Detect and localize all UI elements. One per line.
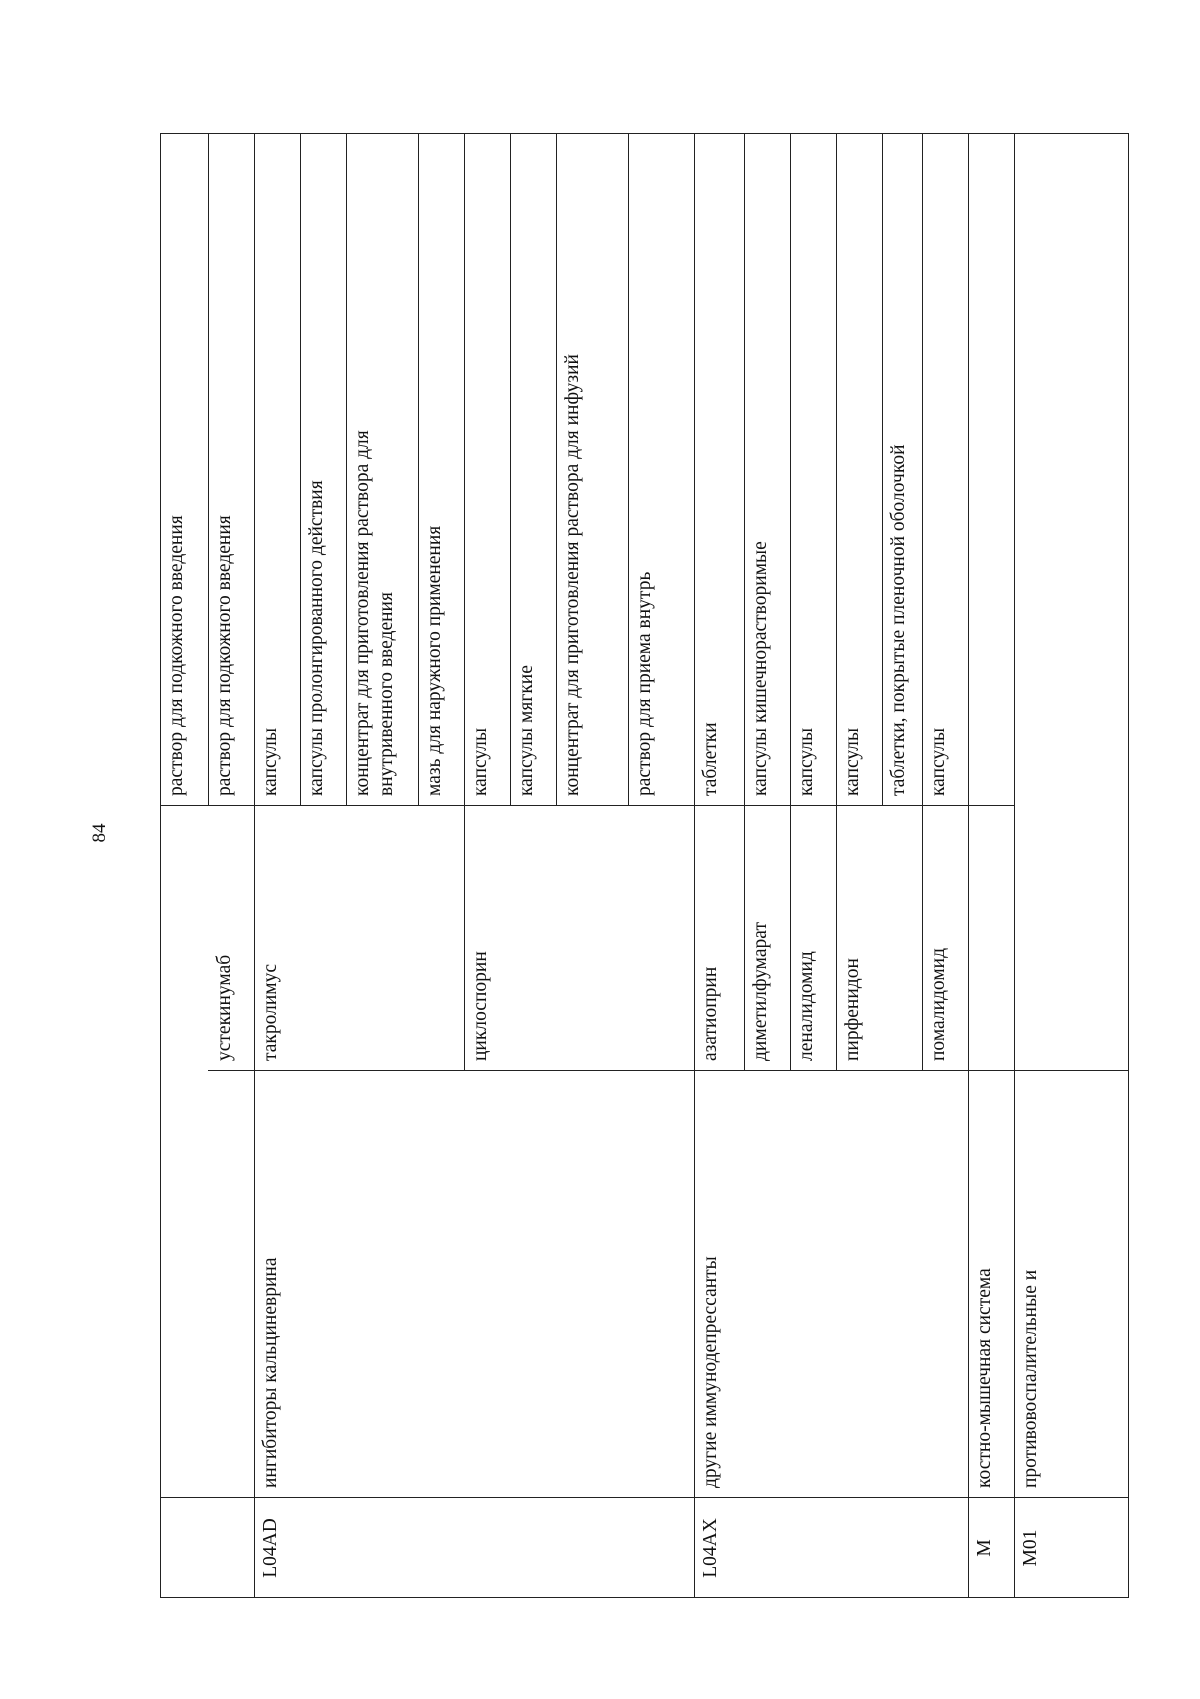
drug-cell-15: помалидомид (928, 947, 949, 1061)
table-bottom-border (1128, 133, 1129, 1598)
form-cell-17 (1014, 133, 1129, 806)
form-cell-2: капсулы (260, 727, 281, 796)
form-cell-7: капсулы мягкие (516, 665, 537, 796)
group-cell-16: костно-мышечная система (974, 1268, 995, 1488)
form-cell-10: таблетки (700, 722, 721, 796)
drug-cell-11: диметилфумарат (750, 922, 771, 1061)
form-cell-14: таблетки, покрытые пленочной оболочкой (888, 444, 909, 796)
row-divider (208, 133, 209, 806)
group-cell-17: противовоспалительные и (1020, 1269, 1041, 1488)
drug-table (160, 133, 1129, 1598)
row-divider (510, 133, 511, 806)
page-number: 84 (89, 823, 110, 843)
row-divider (464, 133, 465, 1071)
row-divider (346, 133, 347, 806)
form-cell-6: капсулы (470, 727, 491, 796)
row-divider (968, 133, 969, 1598)
drug-cell-10: азатиоприн (700, 966, 721, 1061)
row-divider (254, 133, 255, 1598)
table-top-border (160, 133, 161, 1598)
row-divider (694, 133, 695, 1598)
form-cell-16 (968, 133, 1014, 806)
form-cell-9: раствор для приема внутрь (634, 571, 655, 796)
group-cell-10: другие иммунодепрессанты (700, 1256, 721, 1488)
table-left-border (160, 1597, 1129, 1598)
drug-cell-12: леналидомид (796, 951, 817, 1061)
form-cell-13: капсулы (842, 727, 863, 796)
form-cell-4: концентрат для приготовления раствора для внутривенного введения (352, 430, 397, 796)
form-cell-1: раствор для подкожного введения (214, 515, 235, 796)
code-cell-17: M01 (1020, 1529, 1041, 1567)
table-rotator (160, 133, 1129, 1598)
drug-cell-2: такролимус (260, 963, 281, 1061)
row-divider (922, 133, 923, 1071)
column-divider (208, 1070, 1129, 1071)
row-divider (790, 133, 791, 1071)
code-cell-16: M (974, 1539, 995, 1557)
form-cell-5: мазь для наружного применения (424, 525, 445, 796)
form-cell-11: капсулы кишечнорастворимые (750, 541, 771, 796)
code-cell-2: L04AD (260, 1518, 281, 1578)
row-divider (418, 133, 419, 806)
row-divider (628, 133, 629, 806)
code-cell-10: L04AX (700, 1518, 721, 1578)
form-cell-8: концентрат для приготовления раствора для инфузий (562, 354, 583, 796)
row-divider (836, 133, 837, 1071)
table-right-border (160, 133, 1129, 134)
column-divider (160, 1497, 1129, 1498)
drug-cell-13: пирфенидон (842, 958, 863, 1061)
row-divider (1014, 133, 1015, 1598)
drug-cell-16 (968, 806, 1014, 1071)
row-divider (556, 133, 557, 806)
form-cell-3: капсулы пролонгированного действия (306, 480, 327, 796)
drug-cell-17 (1014, 806, 1129, 1071)
drug-cell-6: циклоспорин (470, 951, 491, 1061)
row-divider (882, 133, 883, 806)
form-cell-15: капсулы (928, 727, 949, 796)
group-cell-2: ингибиторы кальциневрина (260, 1257, 281, 1488)
row-divider (300, 133, 301, 806)
form-cell-12: капсулы (796, 727, 817, 796)
form-cell-0: раствор для подкожного введения (166, 515, 187, 796)
row-divider (744, 133, 745, 1071)
drug-cell-1: устекинумаб (214, 954, 235, 1061)
column-divider (160, 805, 1014, 806)
